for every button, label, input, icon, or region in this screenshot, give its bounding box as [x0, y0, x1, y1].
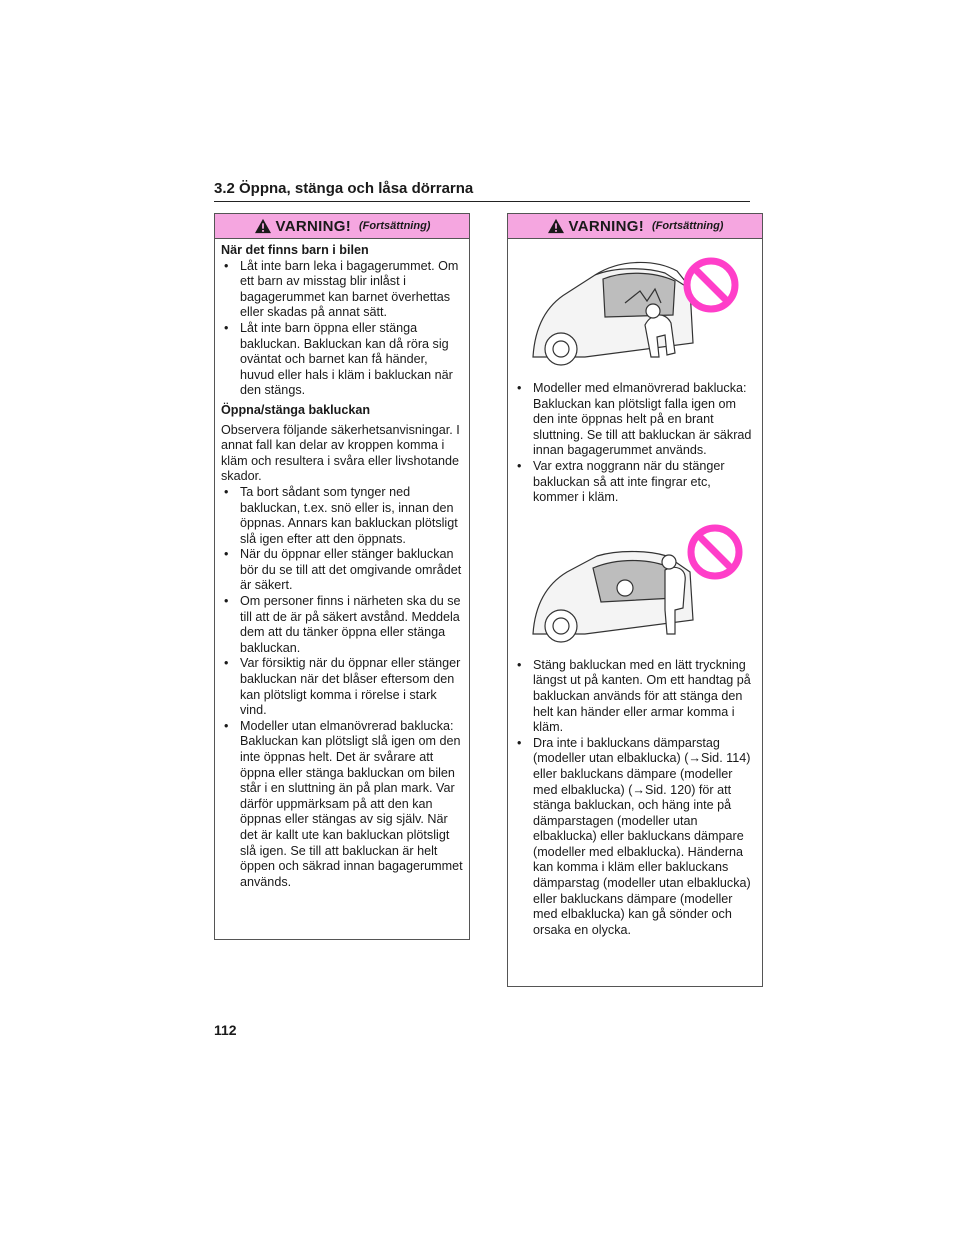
list-item: • När du öppnar eller stänger bakluckan bör du se till att det omgivande området är säkert.	[221, 547, 463, 594]
sub-heading-tailgate: Öppna/stänga bakluckan	[221, 402, 371, 417]
warning-header	[508, 214, 762, 239]
page-number: 112	[214, 1022, 237, 1038]
warning-label: VARNING!	[568, 217, 644, 235]
bullet-list-children	[221, 259, 463, 399]
list-item: • Dra inte i bakluckans dämparstag (modeller utan elbaklucka) (→Sid. 114) eller bakluckans dämpare (modeller med elbaklucka) (→Sid. 120) för att stänga bakluckan, och häng inte på dämparstagen (modeller utan elbaklucka) eller bakluckans dämpare (modeller med elbaklucka). Händerna kan komma i kläm eller bakluckans dämparstag (modeller utan elbaklucka) eller bakluckans dämpare (modeller med elbaklucka) kan gå sönder och orsaka en olycka.	[514, 736, 756, 939]
warning-triangle-icon	[547, 218, 565, 234]
sub-heading-children: När det finns barn i bilen	[221, 243, 369, 257]
warning-panel-right	[507, 213, 763, 987]
bullet-list-tailgate	[221, 485, 463, 890]
closing-tailgate-illustration	[525, 522, 745, 650]
bullet-list-electric	[514, 381, 756, 506]
prohibition-icon	[687, 261, 735, 309]
intro-paragraph: Observera följande säkerhetsanvisningar. I annat fall kan delar av kroppen komma i kläm och resultera i svåra eller livshotande skador.	[221, 422, 460, 484]
warning-label: VARNING!	[275, 217, 351, 235]
prohibition-icon	[691, 528, 739, 576]
warning-content	[508, 377, 762, 506]
child-tailgate-illustration	[525, 245, 745, 373]
warning-continued: (Fortsättning)	[651, 220, 724, 232]
warning-content-2	[508, 654, 762, 939]
list-item: • Var extra noggrann när du stänger bakluckan så att inte fingrar etc, kommer i kläm.	[514, 459, 756, 506]
list-item: • Modeller utan elmanövrerad baklucka: Bakluckan kan plötsligt slå igen om den inte öppnas helt. Det är svårare att öppna eller stänga bakluckan om bilen står i en sluttning än på plan mark. Var därför uppmärksam på att den kan öppnas eller stängas av sig själv. När det är kallt ute kan bakluckan plötsligt slå igen. Se till att bakluckan är helt öppen och säkrad innan bagagerummet används.	[221, 719, 463, 891]
warning-continued: (Fortsättning)	[358, 220, 431, 232]
list-item: • Om personer finns i närheten ska du se till att de är på säkert avstånd. Meddela dem att du tänker öppna eller stänga bakluckan.	[221, 594, 463, 656]
list-item: • Ta bort sådant som tynger ned bakluckan, t.ex. snö eller is, innan den öppnas. Annars kan bakluckan plötsligt slå igen efter att den öppnats.	[221, 485, 463, 547]
warning-triangle-icon	[254, 218, 272, 234]
section-title: 3.2 Öppna, stänga och låsa dörrarna	[214, 180, 750, 202]
list-item: • Låt inte barn öppna eller stänga bakluckan. Bakluckan kan då röra sig oväntat och barnet kan få händer, huvud eller hals i kläm i bakluckan när den stängs.	[221, 321, 463, 399]
list-item: • Låt inte barn leka i bagagerummet. Om ett barn av misstag blir inlåst i bagagerummet kan barnet överhettas eller skadas på annat sätt.	[221, 259, 463, 321]
bullet-list-closing	[514, 658, 756, 939]
list-item: • Modeller med elmanövrerad baklucka: Bakluckan kan plötsligt falla igen om den inte öppnas helt på en brant sluttning. Se till att bakluckan är säkrad innan bagagerummet används.	[514, 381, 756, 459]
list-item: • Stäng bakluckan med en lätt tryckning längst ut på kanten. Om ett handtag på bakluckan används för att stänga den helt kan händer eller armar komma i kläm.	[514, 658, 756, 736]
warning-content	[215, 239, 469, 890]
list-item: • Var försiktig när du öppnar eller stänger bakluckan när det blåser eftersom den kan plötsligt komma i rörelse i stark vind.	[221, 656, 463, 718]
warning-header	[215, 214, 469, 239]
warning-panel-left	[214, 213, 470, 940]
